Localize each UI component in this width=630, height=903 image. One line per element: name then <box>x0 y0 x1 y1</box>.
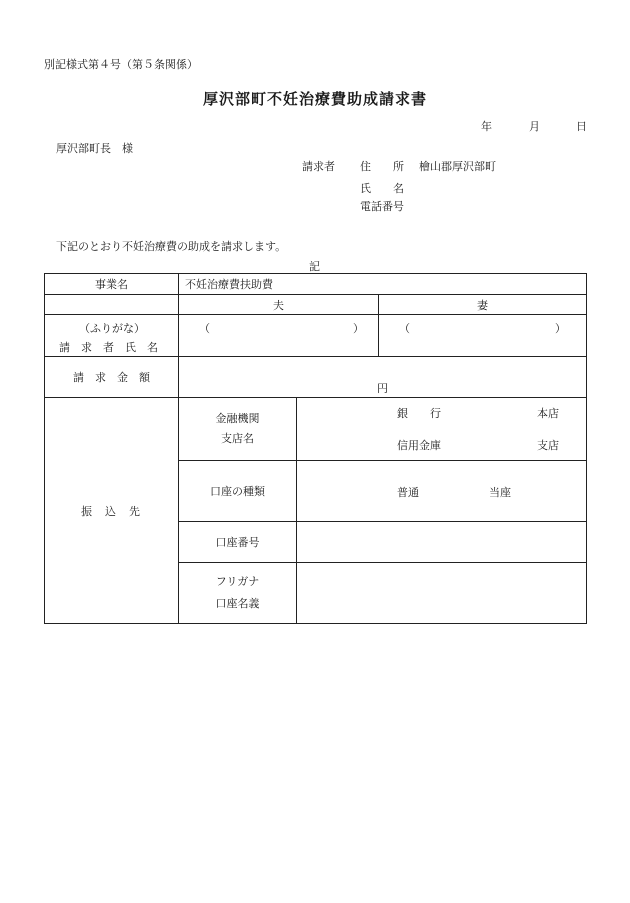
husband-header: 夫 <box>179 295 379 315</box>
shiten-label: 支店 <box>537 439 559 452</box>
amount-label: 請求金額 <box>73 371 161 384</box>
amount-field[interactable] <box>179 357 587 398</box>
empty-cell <box>45 295 179 315</box>
account-holder-label-cell <box>179 563 297 624</box>
form-reference: 別記様式第４号（第５条関係） <box>44 58 198 71</box>
account-holder-label: 口座名義 <box>215 597 260 610</box>
bank-row <box>45 398 587 461</box>
claim-table <box>44 273 587 624</box>
furigana-kana-label: フリガナ <box>215 575 260 588</box>
bank-label-cell <box>179 398 297 461</box>
bank-type-shinkin: 信用金庫 <box>397 439 441 452</box>
bank-label: 金融機関 <box>215 412 260 425</box>
claimant-label: 請求者 <box>302 160 335 173</box>
spouse-header-row <box>45 295 587 315</box>
honten-label: 本店 <box>537 407 559 420</box>
intro-text: 下記のとおり不妊治療費の助成を請求します。 <box>56 240 287 253</box>
date-year-label: 年 <box>481 120 492 133</box>
account-number-field[interactable] <box>297 522 587 563</box>
project-value: 不妊治療費扶助費 <box>179 274 587 295</box>
furigana-label: （ふりがな） <box>79 322 145 335</box>
transfer-label: 振込先 <box>81 504 153 518</box>
account-holder-field[interactable] <box>297 563 587 624</box>
branch-label: 支店名 <box>221 432 254 445</box>
bank-field[interactable] <box>297 398 587 461</box>
address-label: 住 所 <box>360 160 404 173</box>
amount-row <box>45 357 587 398</box>
addressee: 厚沢部町長 様 <box>56 142 133 155</box>
wife-paren-open: （ <box>399 322 410 335</box>
claimant-name-row <box>45 315 587 357</box>
amount-label-cell <box>45 357 179 398</box>
page-title: 厚沢部町不妊治療費助成請求書 <box>202 90 427 108</box>
project-label: 事業名 <box>45 274 179 295</box>
yen-unit: 円 <box>377 382 388 395</box>
wife-name-field[interactable] <box>379 315 587 357</box>
account-number-label: 口座番号 <box>179 522 297 563</box>
account-type-label: 口座の種類 <box>179 461 297 522</box>
bank-type-ginko: 銀 行 <box>397 407 441 420</box>
date-day-label: 日 <box>576 120 587 133</box>
wife-header: 妻 <box>379 295 587 315</box>
transfer-label-cell <box>45 398 179 624</box>
futsu-option[interactable]: 普通 <box>397 486 419 499</box>
husband-paren-close: ） <box>353 322 364 335</box>
ki-label: 記 <box>309 260 320 273</box>
touza-option[interactable]: 当座 <box>489 486 511 499</box>
husband-name-field[interactable] <box>179 315 379 357</box>
name-label: 氏 名 <box>360 182 404 195</box>
husband-paren-open: （ <box>199 322 210 335</box>
account-type-field[interactable] <box>297 461 587 522</box>
project-row <box>45 274 587 295</box>
claimant-name-label: 請求者氏名 <box>59 341 169 354</box>
date-month-label: 月 <box>529 120 540 133</box>
wife-paren-close: ） <box>555 322 566 335</box>
claimant-name-label-cell <box>45 315 179 357</box>
phone-label: 電話番号 <box>360 200 404 213</box>
address-value: 檜山郡厚沢部町 <box>419 160 496 173</box>
